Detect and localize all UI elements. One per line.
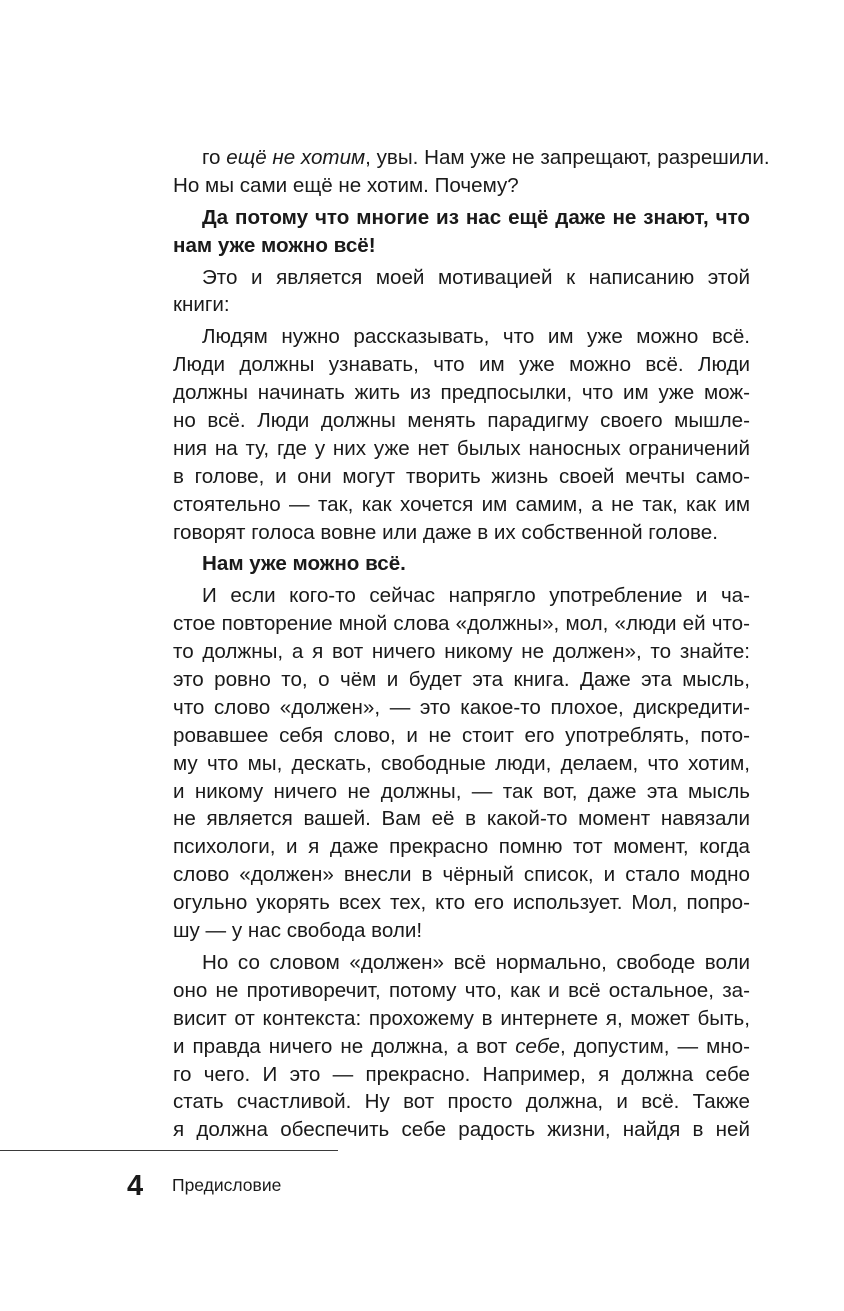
text-line: [173, 694, 750, 722]
text-run: стое повторение мной слова «должны», мол, «люди ей что-: [173, 612, 750, 636]
text-line: [173, 1033, 750, 1061]
text-line: [173, 949, 750, 977]
text-run: в голове, и они могут творить жизнь своей мечты само-: [173, 464, 750, 488]
paragraph: [173, 144, 770, 200]
text-line: [173, 722, 750, 750]
bold-text: нам уже можно всё!: [173, 233, 376, 257]
text-run: стать счастливой. Ну вот просто должна, и всё. Также: [173, 1090, 750, 1114]
text-line: [173, 264, 750, 292]
text-line: [173, 833, 750, 861]
text-run: что слово «должен», — это какое-то плохое, дискредити-: [173, 695, 750, 719]
text-run: это ровно то, о чём и будет эта книга. Даже эта мысль,: [173, 668, 750, 692]
paragraph: [173, 264, 750, 320]
text-run: Людям нужно рассказывать, что им уже можно всё.: [202, 325, 750, 349]
page-number: 4: [127, 1170, 144, 1202]
text-run: и никому ничего не должны, — так вот, даже эта мысль: [173, 779, 750, 803]
text-run: шу — у нас свобода воли!: [173, 919, 423, 943]
text-line: [173, 778, 750, 806]
running-title: Предисловие: [172, 1175, 282, 1195]
text-run: Но со словом «должен» всё нормально, свободе воли: [202, 950, 750, 974]
text-line: [173, 861, 750, 889]
footer-rule: [0, 1150, 338, 1151]
text-line: [173, 550, 750, 578]
text-run: И если кого-то сейчас напрягло употребление и ча-: [202, 584, 750, 608]
text-run: Но мы сами ещё не хотим. Почему?: [173, 173, 519, 197]
text-line: [173, 379, 750, 407]
text-line: [173, 889, 750, 917]
text-line: [173, 519, 750, 547]
text-run: слово «должен» внесли в чёрный список, и стало модно: [173, 863, 750, 887]
text-line: [173, 172, 750, 200]
text-run: стоятельно — так, как хочется им самим, а не так, как им: [173, 492, 750, 516]
text-run: книги:: [173, 293, 230, 317]
text-run: , допустим, — мно-: [559, 1034, 750, 1058]
paragraph: [173, 323, 750, 546]
text-run: му что мы, дескать, свободные люди, делаем, что хотим,: [173, 751, 750, 775]
text-line: [173, 291, 750, 319]
text-run: не является вашей. Вам её в какой-то момент навязали: [173, 807, 750, 831]
text-line: [173, 917, 750, 945]
text-run: ровавшее себя слово, и не стоит его употреблять, пото-: [173, 723, 750, 747]
text-line: [173, 1005, 750, 1033]
text-line: [173, 750, 750, 778]
text-run: огульно укорять всех тех, кто его использует. Мол, попро-: [173, 891, 750, 915]
text-line: [173, 144, 770, 172]
text-run: Это и является моей мотивацией к написанию этой: [202, 265, 750, 289]
text-line: [173, 232, 750, 260]
text-run: но всё. Люди должны менять парадигму своего мышле-: [173, 409, 750, 433]
text-line: [173, 435, 750, 463]
text-run: Люди должны узнавать, что им уже можно всё. Люди: [173, 353, 750, 377]
text-line: [173, 666, 750, 694]
text-line: [173, 977, 750, 1005]
paragraph: [173, 550, 750, 578]
text-line: [173, 323, 750, 351]
text-run: го: [202, 146, 227, 169]
italic-text: ещё не хотим: [226, 146, 366, 169]
text-line: [173, 463, 750, 491]
text-line: [173, 407, 750, 435]
italic-text: себе: [515, 1034, 560, 1058]
text-run: должны начинать жить из предпосылки, что им уже мож-: [173, 381, 750, 405]
text-run: то должны, а я вот ничего никому не должен», то знайте:: [173, 640, 750, 664]
text-run: висит от контекста: прохожему в интернете я, может быть,: [173, 1006, 750, 1030]
text-line: [173, 1088, 750, 1116]
text-run: оно не противоречит, потому что, как и всё остальное, за-: [173, 978, 750, 1002]
text-line: [173, 351, 750, 379]
text-run: говорят голоса вовне или даже в их собственной голове.: [173, 520, 718, 544]
text-line: [173, 204, 750, 232]
text-line: [173, 491, 750, 519]
text-run: , увы. Нам уже не запрещают, разрешили.: [365, 146, 770, 169]
text-line: [173, 638, 750, 666]
paragraph: [173, 582, 750, 945]
text-line: [173, 1116, 750, 1144]
bold-text: Да потому что многие из нас ещё даже не знают, что: [202, 205, 750, 229]
text-run: и правда ничего не должна, а вот: [173, 1034, 516, 1058]
text-line: [173, 1061, 750, 1089]
text-run: я должна обеспечить себе радость жизни, найдя в ней: [173, 1118, 750, 1142]
text-run: ния на ту, где у них уже нет былых наносных ограничений: [173, 436, 750, 460]
bold-text: Нам уже можно всё.: [202, 552, 406, 576]
page-body: [173, 144, 770, 1148]
paragraph: [173, 204, 750, 260]
paragraph: [173, 949, 750, 1144]
text-line: [173, 805, 750, 833]
text-run: психологи, и я даже прекрасно помню тот момент, когда: [173, 835, 750, 859]
text-line: [173, 610, 750, 638]
text-line: [173, 582, 750, 610]
text-run: го чего. И это — прекрасно. Например, я должна себе: [173, 1062, 750, 1086]
